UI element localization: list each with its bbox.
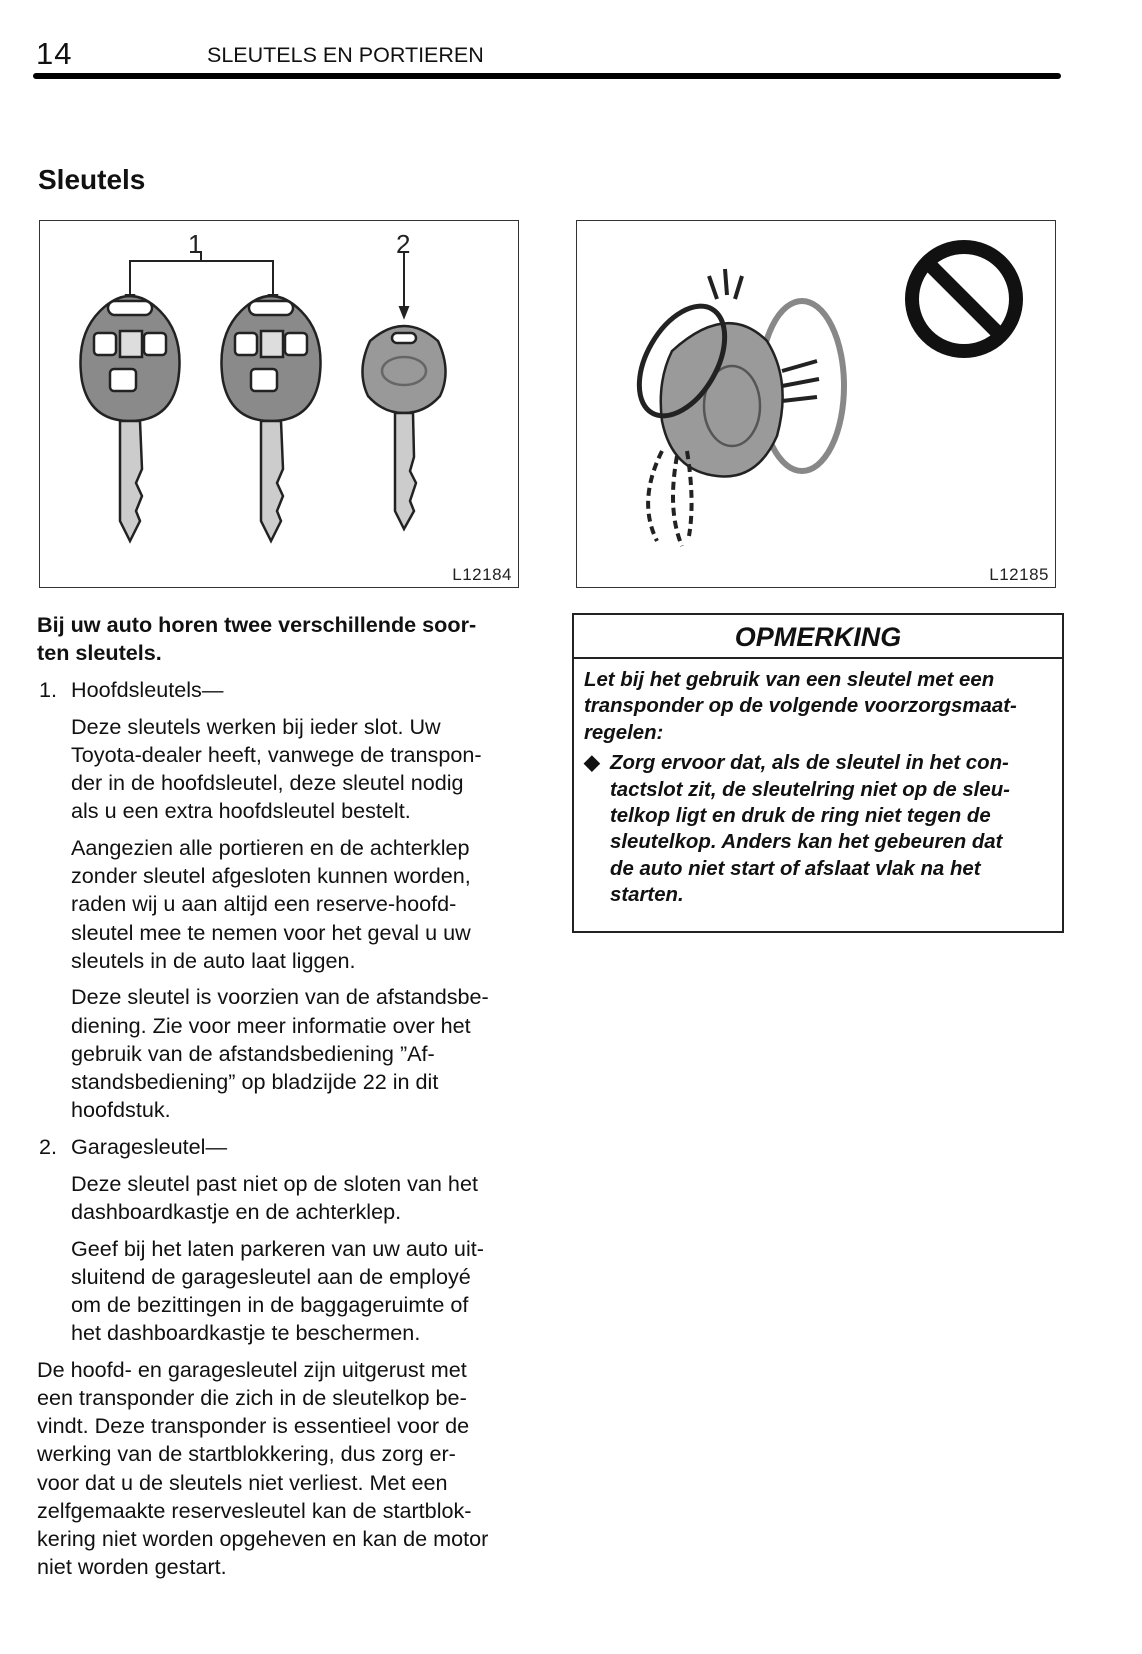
diamond-bullet-icon: ◆ [584, 752, 600, 775]
keys-illustration [39, 220, 519, 588]
paragraph: Aangezien alle portieren en de achterklep zonder sleutel afgesloten kunnen worden, raden wij u aan altijd een reserve-hoofd- sleutel mee te nemen voor het geval u uw sleutels in de auto laat liggen. [71, 834, 471, 973]
master-key-2 [221, 296, 320, 541]
ignition-drawing [577, 221, 1055, 587]
keys-drawing [40, 221, 518, 587]
ignition-key-illustration [576, 220, 1056, 588]
section-title: SLEUTELS EN PORTIEREN [207, 43, 484, 67]
paragraph: Geef bij het laten parkeren van uw auto uit- sluitend de garagesleutel aan de employé om de bezittingen in de baggageruimte of het dashboardkastje te beschermen. [71, 1235, 484, 1346]
paragraph: Deze sleutels werken bij ieder slot. Uw Toyota-dealer heeft, vanwege de transpon- der in de hoofdsleutel, deze sleutel nodig als u een extra hoofdsleutel bestelt. [71, 713, 482, 824]
list-item-1 [37, 676, 527, 704]
note-title: OPMERKING [574, 615, 1062, 659]
item-title: Hoofdsleutels— [71, 676, 224, 702]
paragraph: Deze sleutel past niet op de sloten van het dashboardkastje en de achterklep. [71, 1170, 478, 1224]
note-intro: Let bij het gebruik van een sleutel met een transponder op de volgende voorzorgsmaat- regelen: [584, 669, 1017, 744]
body-text [37, 611, 527, 1590]
master-key-1 [80, 296, 179, 541]
note-box [572, 613, 1064, 933]
intro-text: Bij uw auto horen twee verschillende soor- ten sleutels. [37, 612, 477, 666]
figure-code: L12185 [989, 565, 1049, 584]
page-number: 14 [36, 36, 73, 71]
item-number: 2. [39, 1133, 58, 1159]
header-rule [33, 73, 1061, 79]
note-bullet-text: Zorg ervoor dat, als de sleutel in het con- tactslot zit, de sleutelring niet op de sleu- telkop ligt en druk de ring niet tegen de sleutelkop. Anders kan het gebeuren dat de auto niet start of afslaat vlak na het starten. [610, 752, 1010, 907]
prohibition-sign-icon [912, 247, 1016, 351]
note-body [574, 659, 1062, 909]
item-title: Garagesleutel— [71, 1133, 228, 1159]
figure-code: L12184 [452, 565, 512, 584]
list-item-2 [37, 1133, 527, 1161]
paragraph: Deze sleutel is voorzien van de afstandsbe- diening. Zie voor meer informatie over het gebruik van de afstandsbediening ”Af- standsbediening” op bladzijde 22 in dit hoofdstuk. [71, 984, 489, 1123]
valet-key [362, 326, 445, 529]
page-heading: Sleutels [38, 164, 146, 195]
note-bullet-item [584, 750, 1052, 908]
callout-2: 2 [396, 229, 411, 259]
callout-1: 1 [188, 229, 203, 259]
item-number: 1. [39, 676, 58, 702]
closing-paragraph: De hoofd- en garagesleutel zijn uitgerust met een transponder die zich in de sleutelkop be- vindt. Deze transponder is essentieel voor de werking van de startblokkering, dus zorg er- voor dat u de sleutels niet verliest. Met een zelfgemaakte reservesleutel kan de startblok- kering niet worden opgeheven en kan de motor niet worden gestart. [37, 1356, 489, 1580]
